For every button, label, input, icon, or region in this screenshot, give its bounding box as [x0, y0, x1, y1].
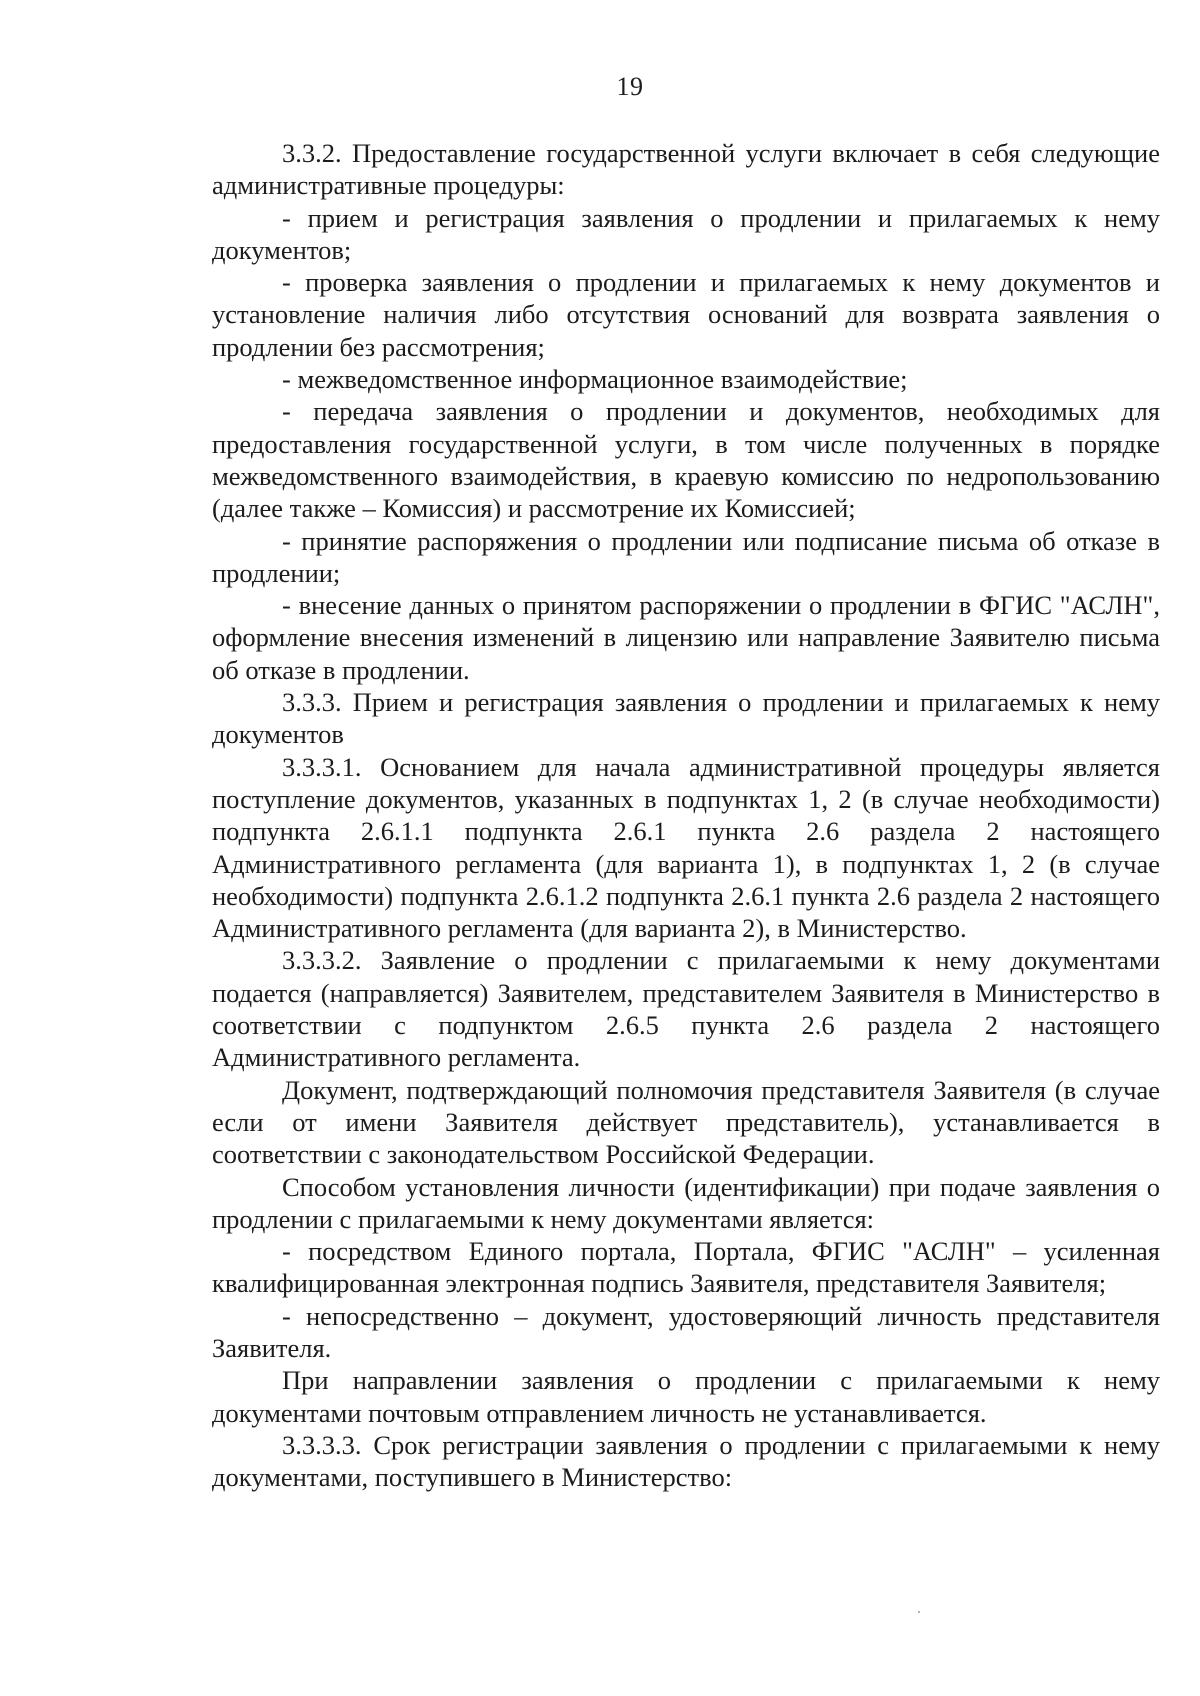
- list-item-interagency-interaction: - межведомственное информационное взаимодействие;: [282, 364, 908, 395]
- scan-speck: [918, 1611, 920, 1613]
- list-item-electronic-signature: - посредством Единого портала, Портала, ФГИС "АСЛН" – усиленная квалифицированная электронная подпись Заявителя, представителя Заявителя;: [212, 1236, 1160, 1299]
- paragraph-postal-submission: При направлении заявления о продлении с прилагаемыми к нему документами почтовым отправлением личность не устанавливается.: [212, 1365, 1160, 1428]
- page-number: 19: [616, 72, 644, 101]
- paragraph-3-3-3-2: 3.3.3.2. Заявление о продлении с прилагаемыми к нему документами подается (направляется) Заявителем, представителем Заявителя в Министерство в соответствии с подпунктом 2.6.5 пункта 2.6 раздела 2 настоящего Административного регламента.: [212, 945, 1160, 1073]
- list-item-decision: - принятие распоряжения о продлении или подписание письма об отказе в продлении;: [212, 525, 1160, 588]
- paragraph-3-3-3-1: 3.3.3.1. Основанием для начала административной процедуры является поступление документов, указанных в подпунктах 1, 2 (в случае необходимости) подпункта 2.6.1.1 подпункта 2.6.1 пункта 2.6 раздела 2 настоящего Административного регламента (для варианта 1), в подпунктах 1, 2 (в случае необходимости) подпункта 2.6.1.2 подпункта 2.6.1 пункта 2.6 раздела 2 настоящего Административного регламента (для варианта 2), в Министерство.: [212, 751, 1160, 944]
- list-item-identity-document: - непосредственно – документ, удостоверяющий личность представителя Заявителя.: [212, 1300, 1160, 1363]
- list-item-reception-registration: - прием и регистрация заявления о продлении и прилагаемых к нему документов;: [212, 202, 1160, 265]
- paragraph-3-3-3: 3.3.3. Прием и регистрация заявления о продлении и прилагаемых к нему документов: [212, 687, 1160, 750]
- paragraph-authority-document: Документ, подтверждающий полномочия представителя Заявителя (в случае если от имени Заявителя действует представитель), устанавливается в соответствии с законодательством Российской Федерации.: [212, 1074, 1160, 1170]
- paragraph-3-3-3-3: 3.3.3.3. Срок регистрации заявления о продлении с прилагаемыми к нему документами, поступившего в Министерство:: [212, 1429, 1160, 1493]
- list-item-verification: - проверка заявления о продлении и прилагаемых к нему документов и установление наличия либо отсутствия оснований для возврата заявления о продлении без рассмотрения;: [212, 267, 1160, 362]
- list-item-transfer-to-commission: - передача заявления о продлении и документов, необходимых для предоставления государственной услуги, в том числе полученных в порядке межведомственного взаимодействия, в краевую комиссию по недропользованию (далее также – Комиссия) и рассмотрение их Комиссией;: [212, 396, 1160, 524]
- paragraph-3-3-2: 3.3.2. Предоставление государственной услуги включает в себя следующие административные процедуры:: [212, 138, 1160, 201]
- paragraph-identification-method: Способом установления личности (идентификации) при подаче заявления о продлении с прилагаемыми к нему документами является:: [212, 1171, 1160, 1234]
- list-item-data-entry: - внесение данных о принятом распоряжении о продлении в ФГИС "АСЛН", оформление внесения изменений в лицензию или направление Заявителю письма об отказе в продлении.: [212, 590, 1160, 685]
- document-body: [212, 137, 1160, 1493]
